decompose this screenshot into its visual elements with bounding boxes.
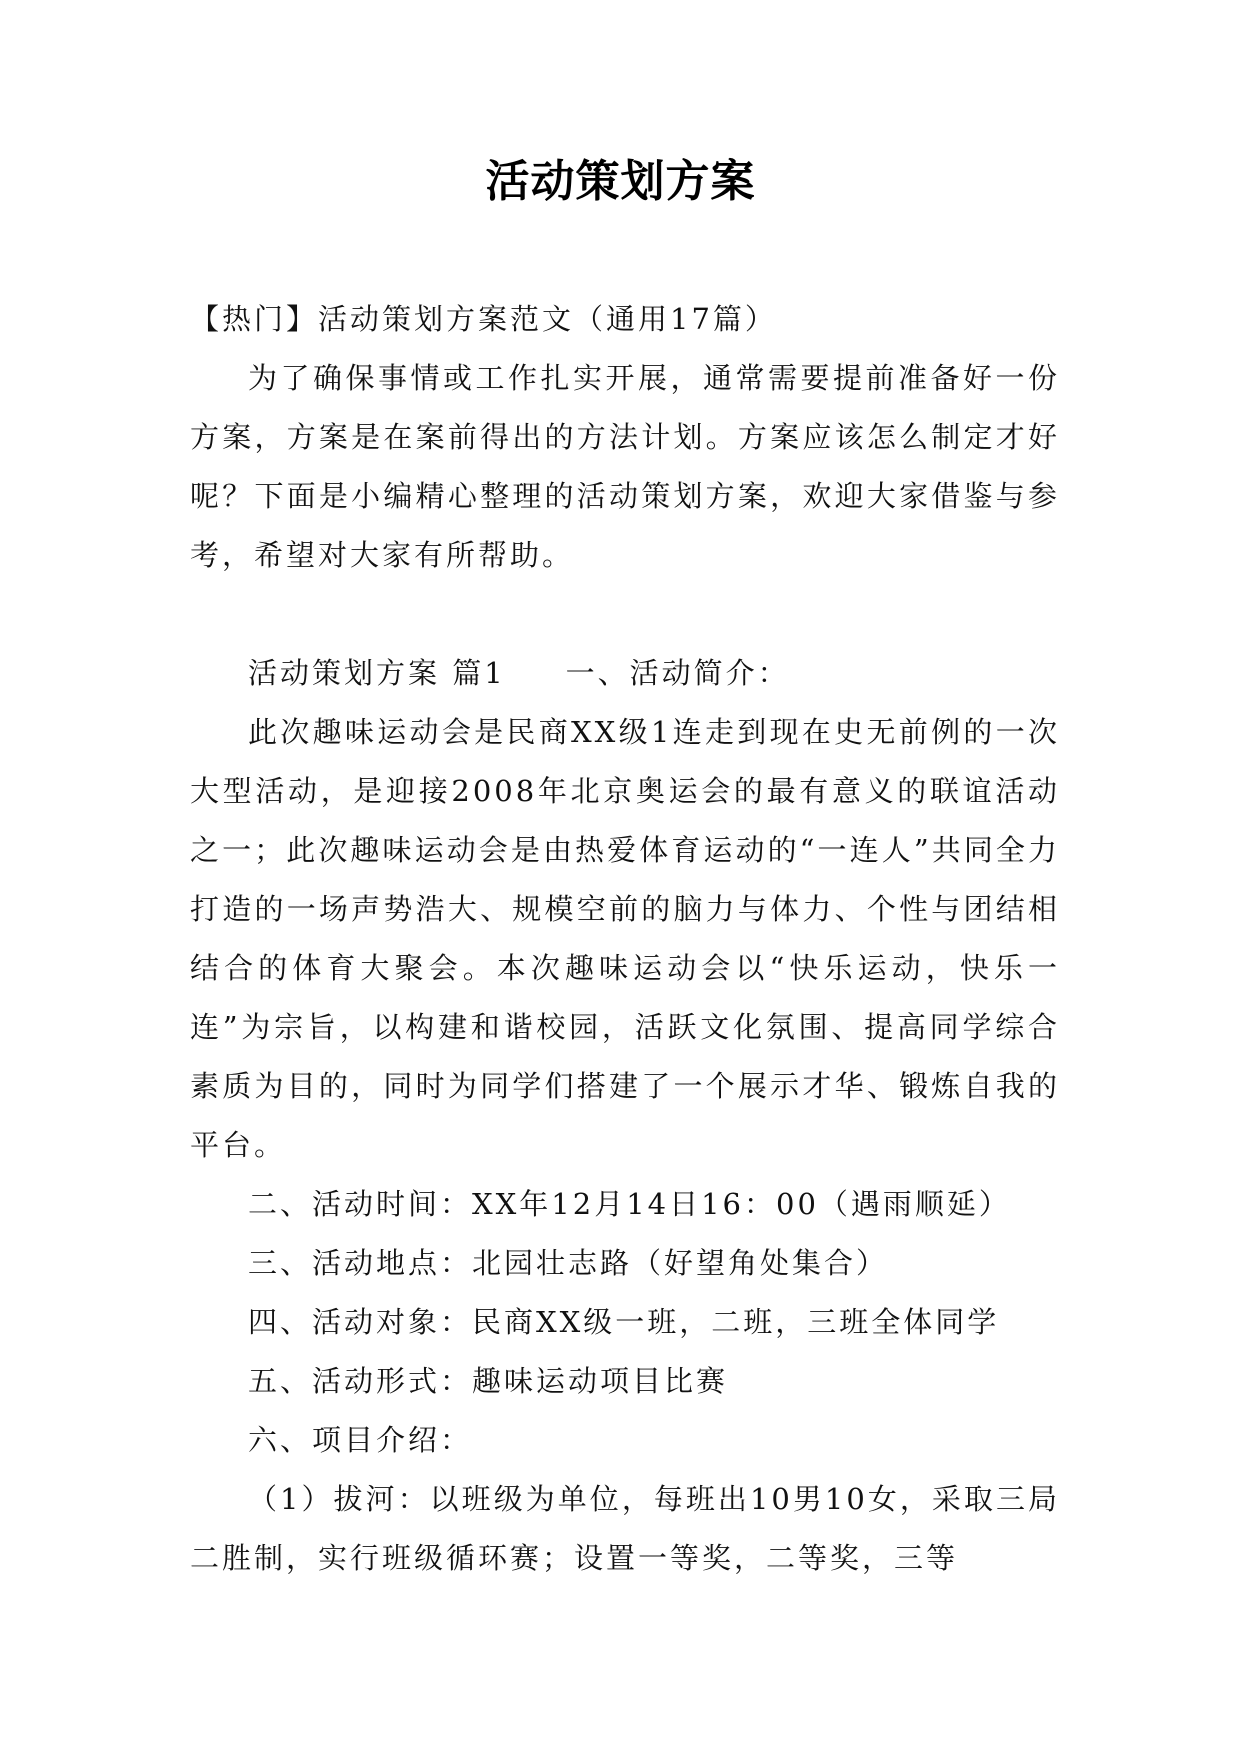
paragraph-activity-intro: 此次趣味运动会是民商XX级1连走到现在史无前例的一次大型活动，是迎接2008年北京奥运会的最有意义的联谊活动之一；此次趣味运动会是由热爱体育运动的“一连人”共同全力打造的一场声势浩大、规模空前的脑力与体力、个性与团结相结合的体育大聚会。本次趣味运动会以“快乐运动，快乐一连”为宗旨，以构建和谐校园，活跃文化氛围、提高同学综合素质为目的，同时为同学们搭建了一个展示才华、锻炼自我的平台。 <box>190 715 1060 1162</box>
document-body <box>190 290 1060 1588</box>
paragraph-tug-of-war: （1）拔河：以班级为单位，每班出10男10女，采取三局二胜制，实行班级循环赛；设置一等奖，二等奖，三等 <box>190 1482 1060 1575</box>
subtitle: 【热门】活动策划方案范文（通用17篇） <box>190 302 777 336</box>
intro-paragraph: 为了确保事情或工作扎实开展，通常需要提前准备好一份方案，方案是在案前得出的方法计划。方案应该怎么制定才好呢？下面是小编精心整理的活动策划方案，欢迎大家借鉴与参考，希望对大家有所帮助。 <box>190 361 1060 572</box>
paragraph-participants: 四、活动对象：民商XX级一班，二班，三班全体同学 <box>248 1305 1000 1339</box>
paragraph-time: 二、活动时间：XX年12月14日16：00（遇雨顺延） <box>248 1187 1011 1221</box>
page-title: 活动策划方案 <box>485 156 756 207</box>
paragraph-items-heading: 六、项目介绍： <box>248 1423 473 1457</box>
section-subheading: 一、活动简介： <box>565 656 790 690</box>
section-heading: 活动策划方案 篇1 <box>248 656 506 690</box>
paragraph-location: 三、活动地点：北园壮志路（好望角处集合） <box>248 1246 889 1280</box>
paragraph-gap <box>190 585 1060 644</box>
paragraph-format: 五、活动形式：趣味运动项目比赛 <box>248 1364 729 1398</box>
section-heading-line <box>190 644 1060 703</box>
